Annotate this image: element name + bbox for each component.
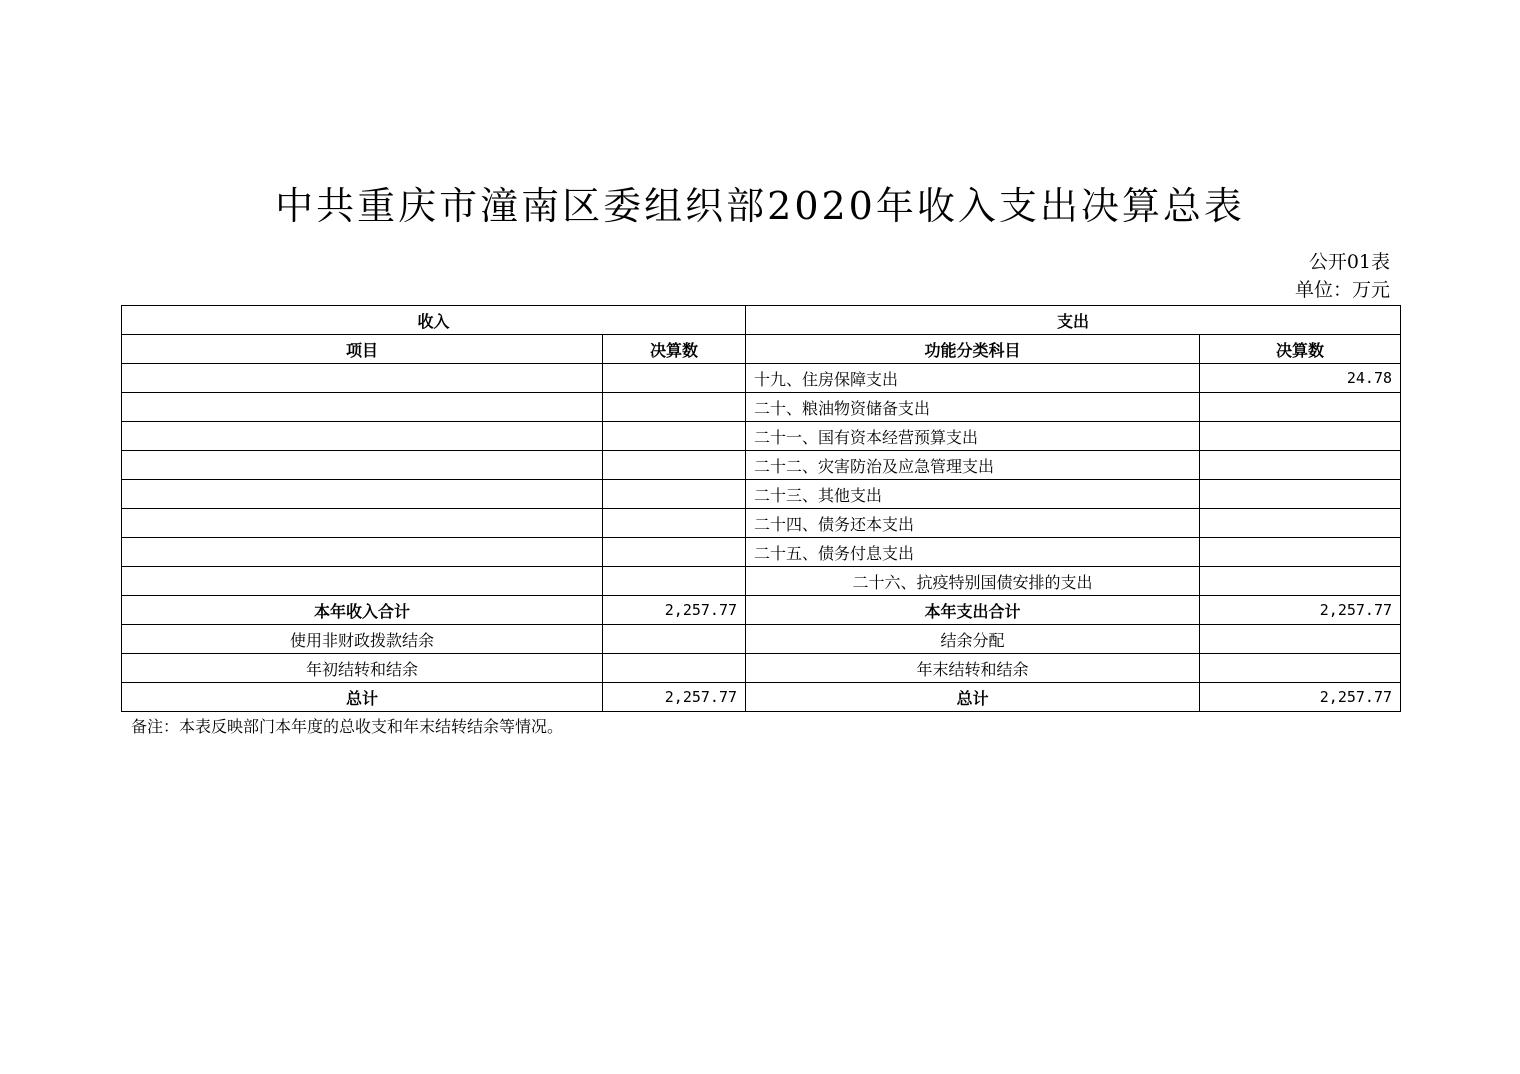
income-amount-cell [603,509,746,538]
expense-amount-cell [1200,567,1401,596]
income-amount-cell [603,567,746,596]
expense-amount-cell [1200,451,1401,480]
income-item-cell [122,480,603,509]
table-row [122,422,1401,451]
income-item-cell [122,422,603,451]
table-row [122,538,1401,567]
table-row [122,364,1401,393]
income-item-cell [122,364,603,393]
income-amount-cell [603,422,746,451]
expense-item-cell: 二十六、抗疫特别国债安排的支出 [746,567,1200,596]
income-item-cell [122,538,603,567]
income-amount-header: 决算数 [603,335,746,364]
expense-item-cell: 十九、住房保障支出 [746,364,1200,393]
expense-item-cell: 年末结转和结余 [746,654,1200,683]
header-row-group [122,306,1401,335]
table-row [122,480,1401,509]
income-amount-cell [603,654,746,683]
income-expense-summary-table [121,305,1401,712]
unit-label: 单位：万元 [1294,279,1390,301]
income-item-header: 项目 [122,335,603,364]
income-amount-cell [603,364,746,393]
income-subtotal-amount: 2,257.77 [603,596,746,625]
expense-item-cell: 结余分配 [746,625,1200,654]
expense-total-amount: 2,257.77 [1200,683,1401,712]
expense-amount-cell [1200,625,1401,654]
expense-amount-cell [1200,422,1401,451]
form-number: 公开01表 [1308,251,1390,273]
income-subtotal-label: 本年收入合计 [122,596,603,625]
expense-total-label: 总计 [746,683,1200,712]
income-total-label: 总计 [122,683,603,712]
income-header: 收入 [122,306,746,335]
expense-subtotal-label: 本年支出合计 [746,596,1200,625]
expense-item-header: 功能分类科目 [746,335,1200,364]
income-amount-cell [603,451,746,480]
expense-amount-cell [1200,480,1401,509]
page-title: 中共重庆市潼南区委组织部2020年收入支出决算总表 [275,184,1245,228]
expense-subtotal-amount: 2,257.77 [1200,596,1401,625]
income-item-cell: 年初结转和结余 [122,654,603,683]
footnote: 备注：本表反映部门本年度的总收支和年末结转结余等情况。 [131,717,564,736]
income-item-cell [122,567,603,596]
income-total-amount: 2,257.77 [603,683,746,712]
income-amount-cell [603,538,746,567]
total-row [122,683,1401,712]
expense-amount-cell [1200,509,1401,538]
expense-amount-cell [1200,393,1401,422]
income-item-cell [122,509,603,538]
income-item-cell: 使用非财政拨款结余 [122,625,603,654]
table-row [122,625,1401,654]
expense-item-cell: 二十二、灾害防治及应急管理支出 [746,451,1200,480]
table-row [122,567,1401,596]
expense-amount-cell [1200,538,1401,567]
expense-item-cell: 二十三、其他支出 [746,480,1200,509]
expense-item-cell: 二十五、债务付息支出 [746,538,1200,567]
income-item-cell [122,393,603,422]
table-row [122,393,1401,422]
expense-header: 支出 [746,306,1401,335]
expense-item-cell: 二十、粮油物资储备支出 [746,393,1200,422]
subtotal-row [122,596,1401,625]
table-row [122,451,1401,480]
expense-item-cell: 二十一、国有资本经营预算支出 [746,422,1200,451]
income-amount-cell [603,393,746,422]
income-item-cell [122,451,603,480]
expense-amount-cell: 24.78 [1200,364,1401,393]
expense-item-cell: 二十四、债务还本支出 [746,509,1200,538]
table-row [122,509,1401,538]
header-row-columns [122,335,1401,364]
expense-amount-cell [1200,654,1401,683]
expense-amount-header: 决算数 [1200,335,1401,364]
table-row [122,654,1401,683]
income-amount-cell [603,625,746,654]
income-amount-cell [603,480,746,509]
